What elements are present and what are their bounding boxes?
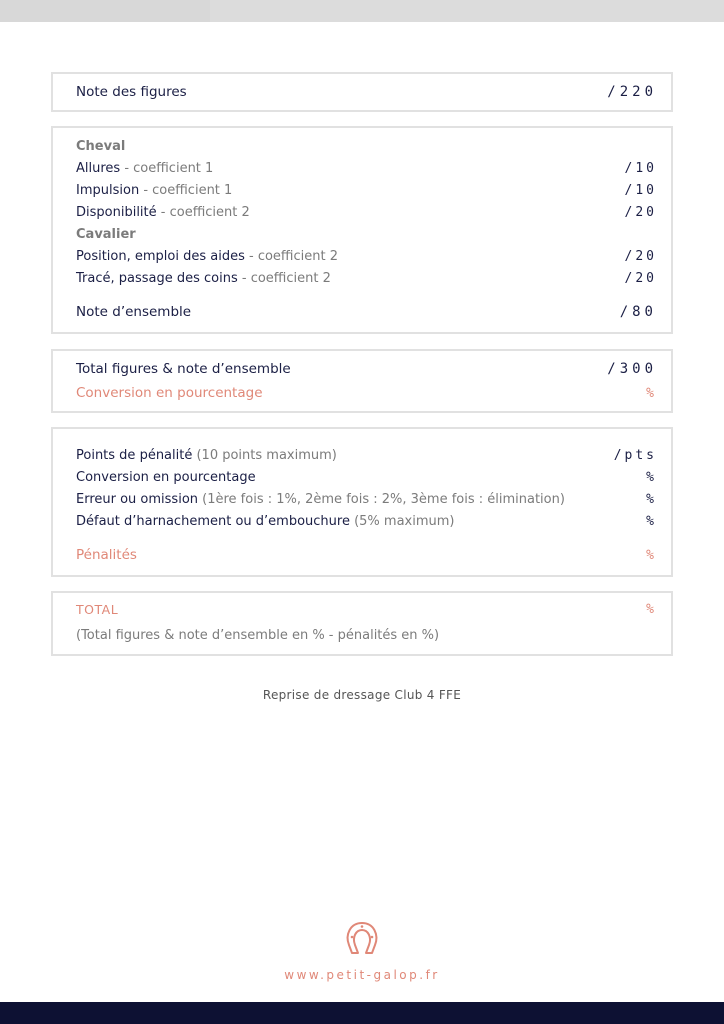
penalty-label: Erreur ou omission — [76, 491, 199, 507]
final-explanation: (Total figures & note d’ensemble en % - pénalités en %) — [76, 627, 440, 643]
mark-row — [76, 180, 657, 200]
mark-row — [76, 268, 657, 288]
horseshoe-icon — [340, 915, 384, 959]
ensemble-max: /80 — [619, 304, 657, 320]
total-max: /300 — [607, 361, 657, 377]
conversion-label: Conversion en pourcentage — [76, 385, 263, 401]
figures-max: /220 — [607, 84, 657, 100]
penalties-summary-row — [76, 545, 657, 565]
penalty-unit: /pts — [613, 447, 657, 463]
cavalier-heading-row — [76, 224, 657, 244]
penalty-unit: % — [646, 469, 657, 485]
mark-coefficient: - coefficient 1 — [120, 160, 214, 176]
mark-max: /20 — [624, 204, 657, 220]
bottom-bar — [0, 1002, 724, 1024]
figures-row — [76, 82, 657, 102]
mark-max: /20 — [624, 270, 657, 286]
mark-coefficient: - coefficient 2 — [156, 204, 250, 220]
final-explanation-row — [76, 625, 657, 645]
mark-row — [76, 246, 657, 266]
top-bar-notch — [0, 0, 210, 22]
top-bar — [0, 0, 724, 22]
conversion-unit: % — [646, 385, 657, 401]
mark-coefficient: - coefficient 1 — [139, 182, 233, 198]
website-link[interactable]: www.petit-galop.fr — [284, 968, 440, 982]
mark-label: Disponibilité — [76, 204, 157, 220]
total-label: Total figures & note d’ensemble — [76, 361, 291, 377]
mark-label: Allures — [76, 160, 121, 176]
general-marks-box — [51, 126, 673, 334]
penalty-row — [76, 511, 657, 531]
final-total-row — [76, 599, 657, 619]
penalty-label: Défaut d’harnachement ou d’embouchure — [76, 513, 350, 529]
mark-row — [76, 202, 657, 222]
penalty-row — [76, 489, 657, 509]
cheval-heading: Cheval — [76, 138, 126, 154]
mark-label: Impulsion — [76, 182, 140, 198]
mark-coefficient: - coefficient 2 — [237, 270, 331, 286]
penalty-unit: % — [646, 491, 657, 507]
cavalier-heading: Cavalier — [76, 226, 136, 242]
conversion-row — [76, 383, 657, 403]
final-total-box — [51, 591, 673, 656]
penalties-summary-unit: % — [646, 547, 657, 563]
mark-coefficient: - coefficient 2 — [244, 248, 338, 264]
mark-max: /20 — [624, 248, 657, 264]
penalty-row — [76, 445, 657, 465]
penalty-unit: % — [646, 513, 657, 529]
penalty-row — [76, 467, 657, 487]
final-total-unit: % — [646, 601, 657, 617]
mark-label: Tracé, passage des coins — [76, 270, 238, 286]
penalty-label: Points de pénalité — [76, 447, 193, 463]
mark-label: Position, emploi des aides — [76, 248, 245, 264]
penalty-note: (10 points maximum) — [192, 447, 337, 463]
mark-max: /10 — [624, 160, 657, 176]
cheval-heading-row — [76, 136, 657, 156]
penalties-box — [51, 427, 673, 577]
mark-max: /10 — [624, 182, 657, 198]
penalties-summary-label: Pénalités — [76, 547, 137, 563]
ensemble-row — [76, 302, 657, 322]
penalty-label: Conversion en pourcentage — [76, 469, 256, 485]
document-caption: Reprise de dressage Club 4 FFE — [262, 688, 462, 702]
figures-label: Note des figures — [76, 84, 187, 100]
penalty-note: (1ère fois : 1%, 2ème fois : 2%, 3ème fois : élimination) — [198, 491, 565, 507]
figures-box — [51, 72, 673, 112]
total-row — [76, 359, 657, 379]
mark-row — [76, 158, 657, 178]
total-box — [51, 349, 673, 413]
penalty-note: (5% maximum) — [349, 513, 455, 529]
ensemble-label: Note d’ensemble — [76, 304, 192, 320]
final-total-label: TOTAL — [76, 601, 119, 617]
